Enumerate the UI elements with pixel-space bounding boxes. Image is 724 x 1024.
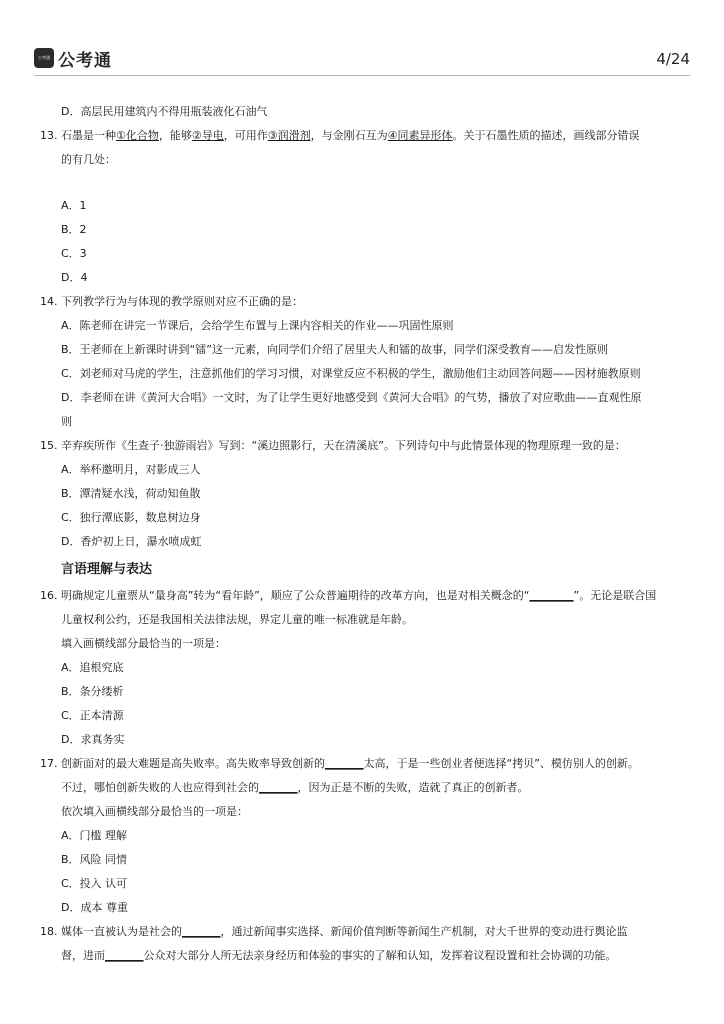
fill-blank: _______ [259,781,298,794]
stem-text: 不过，哪怕创新失败的人也应得到社会的 [61,781,259,794]
document-body [40,100,690,968]
fill-blank: _______ [325,757,364,770]
question-instruction: 依次填入画横线部分最恰当的一项是： [61,805,248,818]
question-number: 17. [40,757,58,770]
stem-text: 石墨是一种 [61,129,116,142]
prev-question-option-d: D．高层民用建筑内不得用瓶装液化石油气 [61,105,268,118]
question-stem [61,752,690,776]
option-c: C．刘老师对马虎的学生，注意抓他们的学习习惯，对课堂反应不积极的学生，激励他们主动回答问题——因材施教原则 [61,367,641,380]
stem-text: 明确规定儿童票从“量身高”转为“看年龄”，顺应了公众普遍期待的改革方向，也是对相关概念的“ [61,589,530,602]
question-stem [61,920,690,944]
question-14 [40,290,690,434]
option-a: A．1 [61,199,87,212]
option-d: D．李老师在讲《黄河大合唱》一文时，为了让学生更好地感受到《黄河大合唱》的气势，播放了对应歌曲——直观性原 [61,391,642,404]
option-a: A．举杯邀明月，对影成三人 [61,463,201,476]
question-number: 15. [40,439,58,452]
question-number: 14. [40,295,58,308]
question-number: 18. [40,925,58,938]
question-instruction: 填入画横线部分最恰当的一项是： [61,637,226,650]
logo-icon: 公考通 [34,48,54,68]
option-a: A．追根究底 [61,661,124,674]
option-b: B．王老师在上新课时讲到“镭”这一元素，向同学们介绍了居里夫人和镭的故事，同学们深受教育——启发性原则 [61,343,608,356]
fill-blank: _______ [105,949,144,962]
underlined-term: ①化合物 [116,129,159,142]
page-header [34,46,690,76]
fill-blank: ________ [529,589,574,602]
stem-text: 太高，于是一些创业者便选择“拷贝”、模仿别人的创新。 [363,757,639,770]
question-18 [40,920,690,968]
question-number: 16. [40,589,58,602]
stem-text: ，能够 [158,129,192,142]
stem-text: 。关于石墨性质的描述，画线部分错误 [452,129,640,142]
fill-blank: _______ [182,925,221,938]
option-a: A．门槛 理解 [61,829,128,842]
underlined-term: ④同素异形体 [387,129,453,142]
option-b: B．条分缕析 [61,685,124,698]
option-c: C．正本清源 [61,709,124,722]
brand-name: 公考通 [58,51,112,71]
stem-text: 公众对大部分人所无法亲身经历和体验的事实的了解和认知，发挥着议程设置和社会协调的功能。 [143,949,617,962]
question-17 [40,752,690,920]
option-a: A．陈老师在讲完一节课后，会给学生布置与上课内容相关的作业——巩固性原则 [61,319,454,332]
question-stem-cont: 儿童权利公约，还是我国相关法律法规，界定儿童的唯一标准就是年龄。 [61,613,413,626]
question-stem-cont [61,944,690,968]
question-stem [61,124,690,148]
question-16 [40,584,690,752]
stem-text: 媒体一直被认为是社会的 [61,925,182,938]
question-stem-cont [61,776,690,800]
page-number: 4/24 [656,50,690,68]
option-d: D．4 [61,271,88,284]
option-c: C．独行潭底影，数息树边身 [61,511,201,524]
question-stem: 下列教学行为与体现的教学原则对应不正确的是： [61,295,303,308]
stem-text: ，与金刚石互为 [310,129,388,142]
option-d: D．成本 尊重 [61,901,128,914]
option-d: D．求真务实 [61,733,125,746]
question-15 [40,434,690,554]
option-b: B．2 [61,223,87,236]
option-d: D．香炉初上日，瀑水喷成虹 [61,535,202,548]
question-number: 13. [40,129,58,142]
stem-text: 督，进而 [61,949,105,962]
question-stem-cont: 的有几处： [61,153,116,166]
header-divider [34,75,690,76]
underlined-term: ③润滑剂 [267,129,311,142]
stem-text: ，可用作 [223,129,268,142]
stem-text: ”。无论是联合国 [573,589,657,602]
option-b: B．潭清疑水浅，荷动知鱼散 [61,487,201,500]
question-stem: 辛弃疾所作《生查子·独游雨岩》写到：“溪边照影行，天在清溪底”。下列诗句中与此情景体现的物理原理一致的是： [61,439,626,452]
option-d-cont: 则 [61,415,72,428]
question-13 [40,124,690,290]
section-title: 言语理解与表达 [61,562,153,577]
underlined-term: ②导电 [191,129,224,142]
option-c: C．3 [61,247,87,260]
stem-text: 创新面对的最大难题是高失败率。高失败率导致创新的 [61,757,325,770]
question-stem [61,584,690,608]
option-c: C．投入 认可 [61,877,128,890]
option-b: B．风险 同情 [61,853,128,866]
stem-text: ，因为正是不断的失败，造就了真正的创新者。 [297,781,529,794]
stem-text: ，通过新闻事实选择、新闻价值判断等新闻生产机制，对大千世界的变动进行舆论监 [220,925,628,938]
